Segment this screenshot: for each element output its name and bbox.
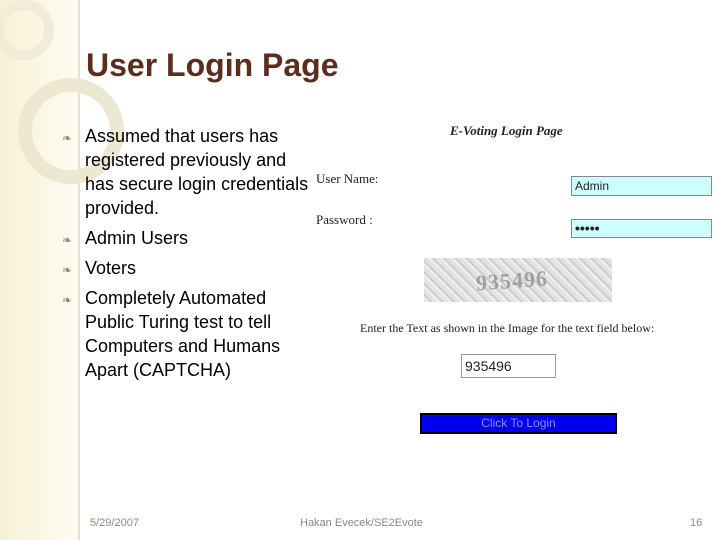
captcha-instruction: Enter the Text as shown in the Image for the text field below: bbox=[360, 321, 655, 335]
bullet-marker-icon: ❧ bbox=[62, 131, 73, 145]
page-number: 16 bbox=[690, 517, 703, 529]
login-button[interactable]: Click To Login bbox=[420, 413, 617, 434]
bullet-text: Assumed that users has registered previously and has secure login credentials provided. bbox=[85, 126, 309, 218]
footer-date: 5/29/2007 bbox=[90, 517, 139, 529]
username-field[interactable]: Admin bbox=[571, 176, 712, 196]
password-field[interactable]: ••••• bbox=[571, 219, 712, 238]
password-label: Password : bbox=[316, 212, 373, 227]
footer-author: Hakan Evecek/SE2Evote bbox=[300, 517, 423, 529]
bullet-marker-icon: ❧ bbox=[62, 293, 73, 307]
bullet-list bbox=[62, 124, 318, 388]
bullet-item bbox=[62, 124, 318, 220]
bullet-marker-icon: ❧ bbox=[62, 233, 73, 247]
bullet-text: Voters bbox=[85, 258, 137, 278]
username-label: User Name: bbox=[316, 171, 379, 186]
bullet-item bbox=[62, 226, 318, 250]
login-page-title: E-Voting Login Page bbox=[450, 123, 563, 138]
slide-title: User Login Page bbox=[86, 47, 339, 83]
bullet-item bbox=[62, 286, 318, 382]
captcha-image bbox=[424, 258, 612, 302]
bullet-item bbox=[62, 256, 318, 280]
captcha-image-text: 935496 bbox=[475, 265, 549, 296]
bullet-text: Completely Automated Public Turing test to tell Computers and Humans Apart (CAPTCHA) bbox=[85, 288, 281, 380]
captcha-input[interactable]: 935496 bbox=[461, 354, 556, 378]
bullet-text: Admin Users bbox=[85, 228, 189, 248]
bullet-marker-icon: ❧ bbox=[62, 263, 73, 277]
login-screenshot bbox=[312, 120, 712, 440]
